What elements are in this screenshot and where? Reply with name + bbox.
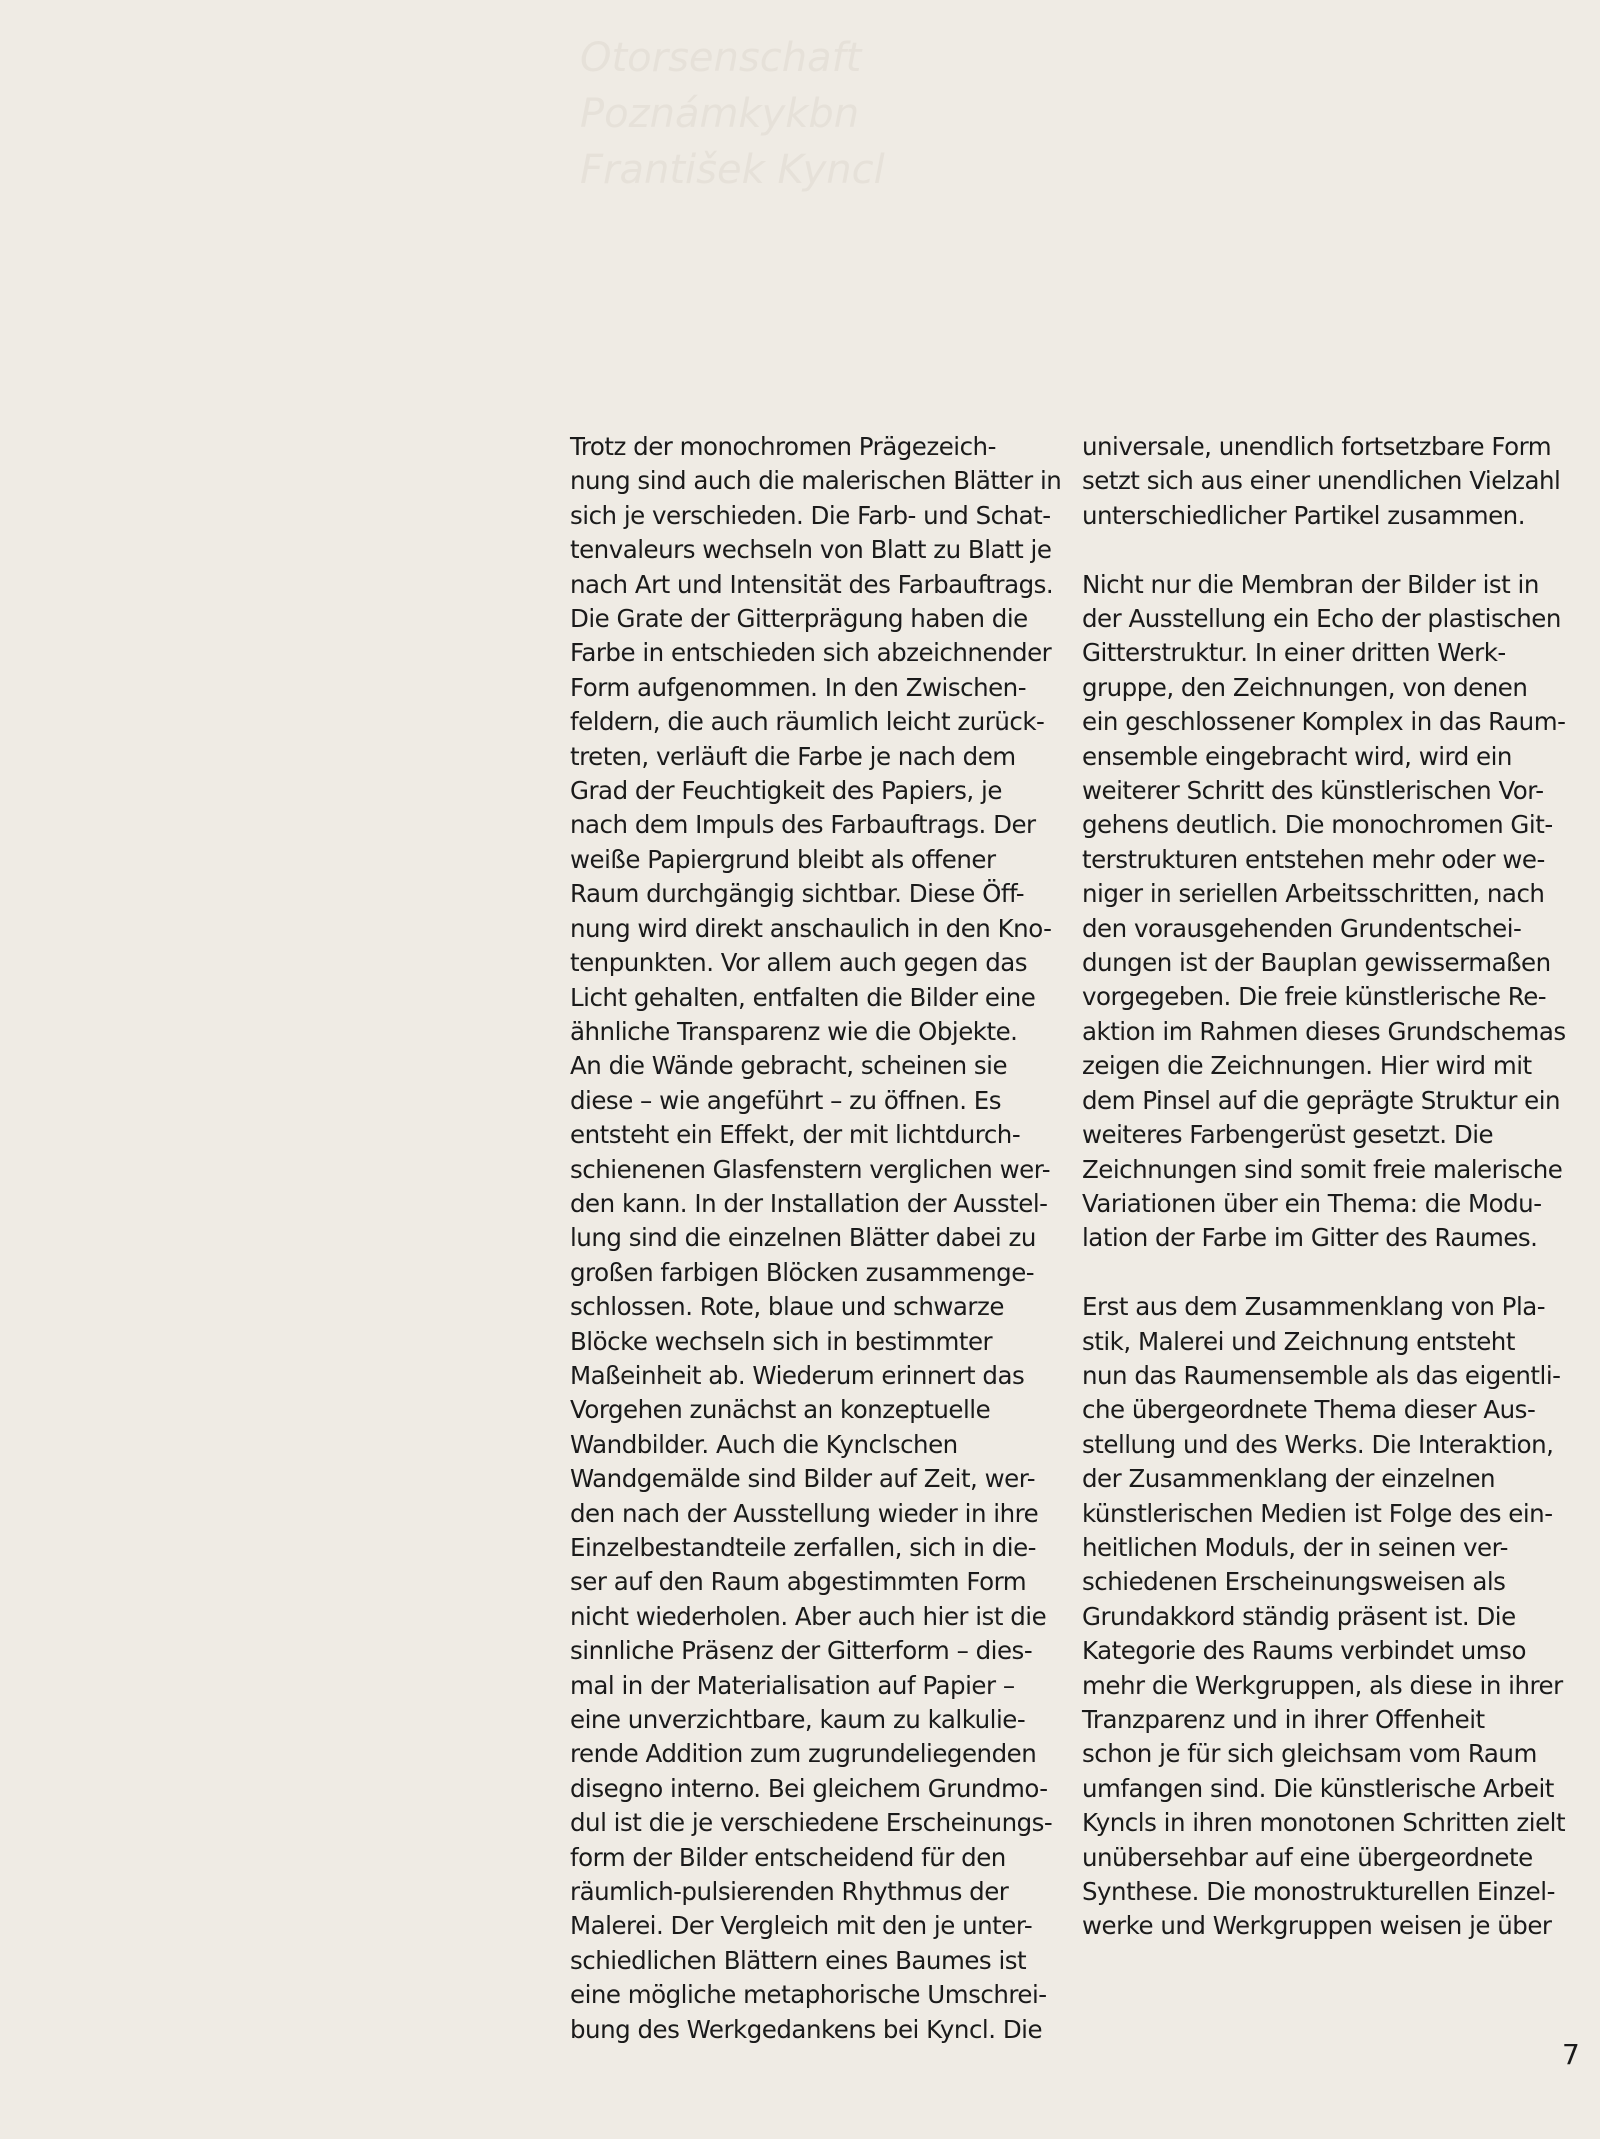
text-line: den kann. In der Installation der Ausstel- (570, 1188, 1048, 1218)
text-line: heitlichen Moduls, der in seinen ver- (1082, 1532, 1508, 1562)
text-line: lung sind die einzelnen Blätter dabei zu (570, 1223, 1036, 1253)
text-line: Form aufgenommen. In den Zwischen- (570, 672, 1027, 702)
text-line: treten, verläuft die Farbe je nach dem (570, 741, 1016, 771)
text-line: zeigen die Zeichnungen. Hier wird mit (1082, 1051, 1532, 1081)
text-line: nach Art und Intensität des Farbauftrags. (570, 569, 1054, 599)
text-line: der Ausstellung ein Echo der plastischen (1082, 604, 1561, 634)
text-line: nun das Raumensemble als das eigentli- (1082, 1360, 1561, 1390)
text-line: form der Bilder entscheidend für den (570, 1842, 1006, 1872)
text-line: rende Addition zum zugrundeliegenden (570, 1739, 1037, 1769)
text-line: eine unverzichtbare, kaum zu kalkulie- (570, 1705, 1026, 1735)
text-line: großen farbigen Blöcken zusammenge- (570, 1257, 1035, 1287)
right-text-column (1082, 430, 1582, 1944)
text-line: bung des Werkgedankens bei Kyncl. Die (570, 2014, 1043, 2044)
text-line: ser auf den Raum abgestimmten Form (570, 1567, 1027, 1597)
text-line: Variationen über ein Thema: die Modu- (1082, 1188, 1542, 1218)
text-line: stik, Malerei und Zeichnung entsteht (1082, 1326, 1515, 1356)
text-line: Synthese. Die monostrukturellen Einzel- (1082, 1877, 1555, 1907)
text-line: sich je verschieden. Die Farb- und Schat- (570, 500, 1051, 530)
text-line: Die Grate der Gitterprägung haben die (570, 604, 1028, 634)
text-line: gehens deutlich. Die monochromen Git- (1082, 810, 1553, 840)
text-line: Farbe in entschieden sich abzeichnender (570, 638, 1052, 668)
text-line: den vorausgehenden Grundentschei- (1082, 913, 1522, 943)
text-line: Grad der Feuchtigkeit des Papiers, je (570, 776, 1002, 806)
paragraph-gap (1082, 1256, 1582, 1290)
text-line: Erst aus dem Zusammenklang von Pla- (1082, 1292, 1546, 1322)
text-line: gruppe, den Zeichnungen, von denen (1082, 672, 1528, 702)
text-line: Blöcke wechseln sich in bestimmter (570, 1326, 993, 1356)
text-line: Nicht nur die Membran der Bilder ist in (1082, 569, 1539, 599)
text-line: mehr die Werkgruppen, als diese in ihrer (1082, 1670, 1563, 1700)
text-line: schlossen. Rote, blaue und schwarze (570, 1292, 1004, 1322)
text-line: sinnliche Präsenz der Gitterform – dies- (570, 1636, 1033, 1666)
text-line: weiterer Schritt des künstlerischen Vor- (1082, 776, 1544, 806)
text-line: dul ist die je verschiedene Erscheinungs- (570, 1808, 1053, 1838)
text-line: tenpunkten. Vor allem auch gegen das (570, 948, 1028, 978)
text-line: schiedenen Erscheinungsweisen als (1082, 1567, 1506, 1597)
text-line: Grundakkord ständig präsent ist. Die (1082, 1601, 1516, 1631)
text-line: Licht gehalten, entfalten die Bilder eine (570, 982, 1036, 1012)
text-line: universale, unendlich fortsetzbare Form (1082, 432, 1552, 461)
text-line: che übergeordnete Thema dieser Aus- (1082, 1395, 1536, 1425)
text-line: setzt sich aus einer unendlichen Vielzahl (1082, 466, 1561, 496)
text-line: feldern, die auch räumlich leicht zurück- (570, 707, 1045, 737)
text-line: Wandbilder. Auch die Kynclschen (570, 1429, 958, 1459)
text-line: Kyncls in ihren monotonen Schritten zielt (1082, 1808, 1566, 1838)
ghost-title-line: Otorsenschaft (580, 35, 862, 81)
text-line: dem Pinsel auf die geprägte Struktur ein (1082, 1085, 1561, 1115)
text-line: unübersehbar auf eine übergeordnete (1082, 1842, 1533, 1872)
text-line: Gitterstruktur. In einer dritten Werk- (1082, 638, 1506, 668)
ghost-title-line: Poznámkykbn (580, 91, 860, 137)
ghost-title-line: František Kyncl (580, 147, 885, 193)
text-line: Tranzparenz und in ihrer Offenheit (1082, 1705, 1485, 1734)
text-line: lation der Farbe im Gitter des Raumes. (1082, 1223, 1538, 1253)
text-line: nung wird direkt anschaulich in den Kno- (570, 913, 1052, 943)
text-line: nung sind auch die malerischen Blätter in (570, 466, 1062, 496)
text-line: Wandgemälde sind Bilder auf Zeit, wer- (570, 1464, 1036, 1494)
text-line: dungen ist der Bauplan gewissermaßen (1082, 948, 1551, 978)
text-line: niger in seriellen Arbeitsschritten, nach (1082, 879, 1545, 909)
ghost-title (580, 30, 885, 198)
text-line: Trotz der monochromen Prägezeich- (570, 432, 996, 461)
text-line: eine mögliche metaphorische Umschrei- (570, 1980, 1047, 2010)
left-text-column (570, 430, 1060, 2047)
text-line: vorgegeben. Die freie künstlerische Re- (1082, 982, 1547, 1012)
text-line: nach dem Impuls des Farbauftrags. Der (570, 810, 1036, 840)
text-line: Maßeinheit ab. Wiederum erinnert das (570, 1360, 1025, 1390)
text-line: nicht wiederholen. Aber auch hier ist die (570, 1601, 1047, 1631)
text-line: den nach der Ausstellung wieder in ihre (570, 1498, 1039, 1528)
text-line: schienenen Glasfenstern verglichen wer- (570, 1154, 1051, 1184)
text-line: terstrukturen entstehen mehr oder we- (1082, 844, 1545, 874)
text-line: umfangen sind. Die künstlerische Arbeit (1082, 1773, 1554, 1803)
text-line: künstlerischen Medien ist Folge des ein- (1082, 1498, 1553, 1528)
text-line: weiße Papiergrund bleibt als offener (570, 844, 996, 874)
text-line: ensemble eingebracht wird, wird ein (1082, 741, 1512, 771)
text-line: Vorgehen zunächst an konzeptuelle (570, 1395, 991, 1425)
text-line: räumlich-pulsierenden Rhythmus der (570, 1877, 1009, 1907)
text-line: diese – wie angeführt – zu öffnen. Es (570, 1085, 1002, 1115)
text-line: mal in der Materialisation auf Papier – (570, 1670, 1015, 1700)
text-line: ein geschlossener Komplex in das Raum- (1082, 707, 1566, 737)
text-line: Zeichnungen sind somit freie malerische (1082, 1154, 1563, 1184)
text-line: ähnliche Transparenz wie die Objekte. (570, 1016, 1018, 1046)
text-line: weiteres Farbengerüst gesetzt. Die (1082, 1120, 1494, 1150)
text-line: Raum durchgängig sichtbar. Diese Öff- (570, 879, 1025, 909)
text-line: stellung und des Werks. Die Interaktion, (1082, 1429, 1554, 1459)
text-line: An die Wände gebracht, scheinen sie (570, 1051, 1008, 1081)
text-line: unterschiedlicher Partikel zusammen. (1082, 500, 1525, 530)
text-line: tenvaleurs wechseln von Blatt zu Blatt je (570, 535, 1052, 565)
text-line: entsteht ein Effekt, der mit lichtdurch- (570, 1120, 1021, 1150)
text-line: Einzelbestandteile zerfallen, sich in die- (570, 1533, 1036, 1562)
text-line: der Zusammenklang der einzelnen (1082, 1464, 1496, 1494)
text-line: Malerei. Der Vergleich mit den je unter- (570, 1911, 1033, 1941)
text-line: disegno interno. Bei gleichem Grundmo- (570, 1773, 1048, 1803)
page-number: 7 (1562, 2038, 1580, 2071)
text-line: werke und Werkgruppen weisen je über (1082, 1911, 1552, 1941)
text-line: schiedlichen Blättern eines Baumes ist (570, 1945, 1027, 1975)
text-line: aktion im Rahmen dieses Grundschemas (1082, 1016, 1566, 1046)
text-line: schon je für sich gleichsam vom Raum (1082, 1739, 1537, 1769)
text-line: Kategorie des Raums verbindet umso (1082, 1636, 1526, 1666)
paragraph-gap (1082, 533, 1582, 567)
